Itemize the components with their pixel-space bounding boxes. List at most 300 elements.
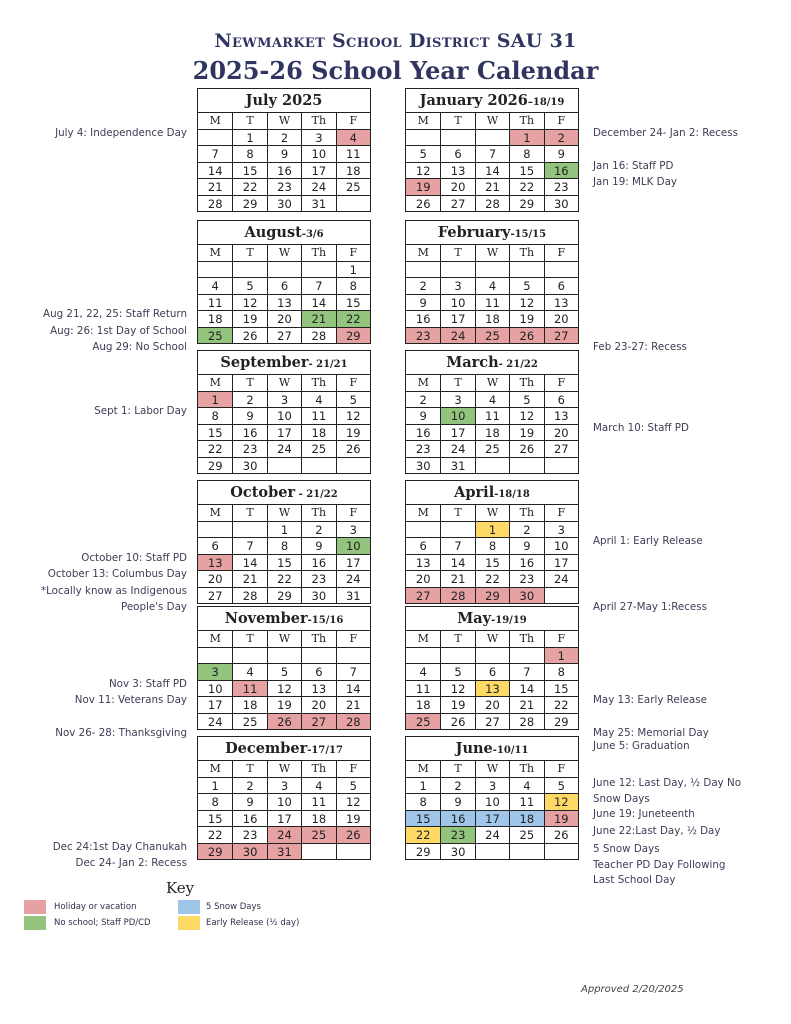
day-cell: 10 <box>267 408 301 424</box>
month-name: January 2026 <box>419 92 528 109</box>
week-row <box>198 663 370 680</box>
day-cell: 15 <box>406 811 440 827</box>
day-cell <box>440 648 474 664</box>
day-cell: 20 <box>475 697 509 713</box>
month-calendar <box>405 736 579 860</box>
week-row <box>406 310 578 327</box>
day-cell: 20 <box>440 179 474 195</box>
week-row <box>406 826 578 843</box>
month-title <box>406 607 578 631</box>
month-name: December <box>225 740 308 757</box>
day-cell: 24 <box>544 571 578 587</box>
week-row <box>198 826 370 843</box>
week-row <box>406 178 578 195</box>
weekday-label: T <box>232 761 266 777</box>
week-row <box>406 777 578 794</box>
note-right: June 5: Graduation <box>593 740 690 752</box>
day-cell: 7 <box>509 664 543 680</box>
day-cell: 29 <box>544 714 578 730</box>
day-cell: 17 <box>301 163 335 179</box>
weekday-header <box>406 375 578 391</box>
day-cell: 2 <box>419 392 427 407</box>
day-cell: 13 <box>415 555 431 570</box>
month-calendar <box>405 606 579 730</box>
day-cell: 28 <box>301 328 335 344</box>
weekday-header <box>406 245 578 261</box>
note-left: People's Day <box>120 601 187 613</box>
day-cell: 26 <box>336 827 370 843</box>
day-cell: 1 <box>211 778 219 793</box>
day-cell: 5 <box>509 392 543 408</box>
day-cell: 22 <box>406 827 440 843</box>
day-cell: 26 <box>267 714 301 730</box>
day-cell <box>475 458 509 474</box>
day-cell: 12 <box>232 295 266 311</box>
day-cell: 4 <box>419 665 427 679</box>
day-cell: 13 <box>544 295 578 311</box>
day-cell: 16 <box>267 163 301 179</box>
month-day-count: - 21/22 <box>498 359 538 370</box>
day-cell: 6 <box>419 539 427 553</box>
day-cell: 17 <box>267 811 301 827</box>
day-cell: 3 <box>475 778 509 794</box>
day-cell: 15 <box>232 163 266 179</box>
day-cell: 24 <box>301 179 335 195</box>
week-row <box>198 810 370 827</box>
day-cell: 16 <box>544 163 578 179</box>
day-cell: 2 <box>232 392 266 408</box>
day-cell <box>406 522 440 538</box>
day-cell: 3 <box>440 278 474 294</box>
day-cell <box>509 844 543 860</box>
weekday-label: W <box>267 631 301 647</box>
note-left: October 13: Columbus Day <box>47 568 187 580</box>
day-cell: 2 <box>419 279 427 293</box>
weekday-label: F <box>544 245 578 261</box>
day-cell: 7 <box>440 538 474 554</box>
weekday-label: M <box>417 376 429 389</box>
day-cell: 5 <box>440 664 474 680</box>
week-row <box>406 162 578 179</box>
day-cell <box>440 130 474 146</box>
day-cell: 1 <box>509 130 543 146</box>
day-cell: 22 <box>207 442 223 456</box>
key-label-holiday: Holiday or vacation <box>54 902 137 912</box>
month-calendar <box>197 736 371 860</box>
week-row <box>198 587 370 604</box>
day-cell: 18 <box>207 312 223 326</box>
note-right: April 27-May 1:Recess <box>593 601 707 613</box>
week-row <box>406 195 578 212</box>
day-cell: 10 <box>440 408 474 424</box>
day-cell: 23 <box>301 571 335 587</box>
day-cell: 26 <box>415 196 431 211</box>
weekday-label: W <box>475 761 509 777</box>
month-name: September <box>220 354 309 371</box>
day-cell: 2 <box>301 522 335 538</box>
weekday-header <box>198 375 370 391</box>
day-cell <box>301 648 335 664</box>
month-title <box>406 89 578 113</box>
week-row <box>198 570 370 587</box>
day-cell: 14 <box>301 295 335 311</box>
week-row <box>198 537 370 554</box>
day-cell: 2 <box>509 522 543 538</box>
weekday-label: W <box>267 761 301 777</box>
week-row <box>198 162 370 179</box>
day-cell: 17 <box>440 425 474 441</box>
note-right: June 22:Last Day, ½ Day <box>593 824 721 837</box>
weekday-label: W <box>475 505 509 521</box>
day-cell: 17 <box>440 311 474 327</box>
day-cell: 10 <box>544 538 578 554</box>
day-cell: 7 <box>336 664 370 680</box>
day-cell: 1 <box>198 392 232 408</box>
day-cell: 12 <box>336 794 370 810</box>
day-cell: 15 <box>207 425 223 440</box>
day-cell: 23 <box>440 827 474 843</box>
day-cell: 10 <box>267 794 301 810</box>
day-cell: 25 <box>509 827 543 843</box>
district-name: Newmarket School District SAU 31 <box>214 30 577 52</box>
day-cell: 15 <box>475 555 509 571</box>
day-cell: 29 <box>509 196 543 212</box>
day-cell: 23 <box>232 827 266 843</box>
day-cell <box>475 648 509 664</box>
week-row <box>406 810 578 827</box>
day-cell: 8 <box>232 146 266 162</box>
day-cell: 17 <box>267 425 301 441</box>
week-row <box>406 327 578 344</box>
weekday-label: M <box>209 762 221 775</box>
day-cell: 16 <box>509 555 543 571</box>
day-cell: 1 <box>419 778 427 793</box>
day-cell: 22 <box>336 311 370 327</box>
day-cell: 21 <box>475 179 509 195</box>
week-row <box>198 391 370 408</box>
weekday-header <box>406 631 578 647</box>
day-cell: 5 <box>419 147 427 161</box>
month-name: May <box>457 610 492 627</box>
day-cell: 27 <box>267 328 301 344</box>
day-cell: 22 <box>544 697 578 713</box>
note-left: Nov 11: Veterans Day <box>74 694 187 706</box>
weekday-label: F <box>336 113 370 129</box>
day-cell: 4 <box>211 279 219 293</box>
day-cell: 11 <box>336 146 370 162</box>
day-cell: 4 <box>232 664 266 680</box>
day-cell: 12 <box>509 295 543 311</box>
week-row <box>406 407 578 424</box>
day-cell: 7 <box>211 147 219 161</box>
day-cell: 5 <box>544 778 578 794</box>
day-cell: 11 <box>509 794 543 810</box>
weekday-header <box>198 113 370 129</box>
note-left: Aug 29: No School <box>92 341 187 353</box>
weekday-label: W <box>475 375 509 391</box>
week-row <box>406 696 578 713</box>
week-row <box>406 521 578 538</box>
month-name: June <box>455 740 493 757</box>
day-cell: 11 <box>475 408 509 424</box>
day-cell: 29 <box>415 844 431 859</box>
day-cell: 12 <box>509 408 543 424</box>
day-cell: 9 <box>440 794 474 810</box>
note-right: Jan 16: Staff PD <box>593 159 674 172</box>
day-cell: 27 <box>440 196 474 212</box>
week-row <box>198 327 370 344</box>
note-left: Sept 1: Labor Day <box>94 405 187 417</box>
note-right: May 25: Memorial Day <box>593 727 709 739</box>
key-swatch-red <box>24 900 46 914</box>
weekday-header <box>406 761 578 777</box>
day-cell: 24 <box>267 441 301 457</box>
day-cell: 4 <box>509 778 543 794</box>
month-title <box>406 481 578 505</box>
day-cell <box>406 262 440 278</box>
day-cell <box>440 262 474 278</box>
day-cell: 24 <box>267 827 301 843</box>
day-cell: 10 <box>207 681 223 696</box>
day-cell: 26 <box>440 714 474 730</box>
note-right: Jan 19: MLK Day <box>593 176 677 188</box>
day-cell: 18 <box>336 163 370 179</box>
day-cell: 1 <box>232 130 266 146</box>
day-cell: 5 <box>336 778 370 794</box>
week-row <box>198 294 370 311</box>
day-cell: 12 <box>440 681 474 697</box>
week-row <box>406 261 578 278</box>
month-title <box>198 221 370 245</box>
weekday-label: T <box>440 761 474 777</box>
weekday-label: T <box>440 113 474 129</box>
day-cell: 21 <box>207 180 223 194</box>
weekday-label: M <box>417 114 429 127</box>
day-cell: 11 <box>415 681 431 696</box>
day-cell: 4 <box>301 392 335 408</box>
day-cell: 2 <box>232 778 266 794</box>
month-day-count: -3/6 <box>301 229 324 240</box>
key-label-no-school: No school; Staff PD/CD <box>54 918 151 928</box>
day-cell: 19 <box>336 425 370 441</box>
key-title: Key <box>166 879 195 897</box>
day-cell <box>440 522 474 538</box>
month-day-count: -15/16 <box>307 615 344 626</box>
day-cell: 28 <box>475 196 509 212</box>
day-cell: 26 <box>509 441 543 457</box>
day-cell <box>509 262 543 278</box>
day-cell: 11 <box>232 681 266 697</box>
weekday-label: Th <box>301 631 335 647</box>
day-cell: 23 <box>509 571 543 587</box>
day-cell: 24 <box>336 571 370 587</box>
day-cell: 15 <box>267 555 301 571</box>
day-cell: 20 <box>267 311 301 327</box>
day-cell: 25 <box>301 827 335 843</box>
month-day-count: -18/18 <box>494 489 530 500</box>
month-day-count: -15/15 <box>510 229 547 240</box>
day-cell: 13 <box>198 555 232 571</box>
week-row <box>198 310 370 327</box>
key-label-early-release: Early Release (½ day) <box>206 918 300 928</box>
day-cell: 12 <box>415 163 431 178</box>
week-row <box>198 145 370 162</box>
day-cell: 13 <box>267 295 301 311</box>
day-cell <box>406 648 440 664</box>
month-name: November <box>224 610 308 627</box>
week-row <box>198 261 370 278</box>
day-cell: 18 <box>301 425 335 441</box>
day-cell: 3 <box>336 522 370 538</box>
day-cell: 30 <box>232 458 266 474</box>
day-cell: 29 <box>336 328 370 344</box>
day-cell: 5 <box>336 392 370 408</box>
day-cell: 11 <box>207 295 223 310</box>
page-title: 2025-26 School Year Calendar <box>192 56 599 85</box>
day-cell: 15 <box>544 681 578 697</box>
week-row <box>406 537 578 554</box>
day-cell: 4 <box>301 778 335 794</box>
day-cell: 1 <box>267 522 301 538</box>
day-cell: 28 <box>440 588 474 604</box>
day-cell: 8 <box>544 664 578 680</box>
day-cell: 30 <box>440 844 474 860</box>
day-cell: 15 <box>207 811 223 826</box>
day-cell: 23 <box>406 328 440 344</box>
day-cell: 30 <box>301 588 335 604</box>
day-cell: 13 <box>440 163 474 179</box>
day-cell <box>475 844 509 860</box>
weekday-label: T <box>440 375 474 391</box>
weekday-label: F <box>336 245 370 261</box>
week-row <box>406 457 578 474</box>
week-row <box>198 554 370 571</box>
weekday-label: Th <box>509 505 543 521</box>
weekday-label: T <box>232 245 266 261</box>
day-cell: 24 <box>475 827 509 843</box>
weekday-label: F <box>336 761 370 777</box>
day-cell: 25 <box>301 441 335 457</box>
month-calendar <box>197 480 371 604</box>
day-cell: 30 <box>415 458 431 473</box>
day-cell: 27 <box>207 588 223 603</box>
day-cell: 25 <box>475 328 509 344</box>
day-cell: 30 <box>267 196 301 212</box>
day-cell: 30 <box>232 844 266 860</box>
day-cell: 26 <box>509 328 543 344</box>
day-cell: 23 <box>544 179 578 195</box>
day-cell: 6 <box>301 664 335 680</box>
day-cell: 10 <box>336 538 370 554</box>
weekday-label: W <box>267 245 301 261</box>
day-cell: 13 <box>301 681 335 697</box>
month-calendar <box>405 480 579 604</box>
day-cell <box>336 196 370 212</box>
week-row <box>406 793 578 810</box>
week-row <box>198 178 370 195</box>
week-row <box>406 843 578 860</box>
week-row <box>406 294 578 311</box>
week-row <box>406 424 578 441</box>
day-cell: 9 <box>232 794 266 810</box>
day-cell <box>544 458 578 474</box>
weekday-label: W <box>475 631 509 647</box>
weekday-label: M <box>417 762 429 775</box>
day-cell: 21 <box>509 697 543 713</box>
day-cell: 17 <box>336 555 370 571</box>
day-cell: 12 <box>544 794 578 810</box>
day-cell: 20 <box>207 572 223 586</box>
day-cell: 7 <box>301 278 335 294</box>
day-cell: 18 <box>475 425 509 441</box>
month-title <box>406 221 578 245</box>
day-cell: 24 <box>207 714 223 729</box>
day-cell <box>267 458 301 474</box>
day-cell: 21 <box>440 571 474 587</box>
month-title <box>198 607 370 631</box>
month-calendar <box>197 88 371 212</box>
week-row <box>406 680 578 697</box>
day-cell: 21 <box>336 697 370 713</box>
day-cell: 19 <box>440 697 474 713</box>
day-cell <box>198 522 232 538</box>
day-cell: 8 <box>336 278 370 294</box>
day-cell: 6 <box>544 278 578 294</box>
day-cell <box>336 844 370 860</box>
day-cell: 29 <box>232 196 266 212</box>
day-cell: 9 <box>509 538 543 554</box>
day-cell <box>475 130 509 146</box>
week-row <box>406 713 578 730</box>
note-right: March 10: Staff PD <box>593 421 689 434</box>
weekday-label: Th <box>509 245 543 261</box>
day-cell: 9 <box>544 146 578 162</box>
note-left: Nov 26- 28: Thanksgiving <box>55 727 187 739</box>
note-right: June 12: Last Day, ½ Day No <box>593 776 742 789</box>
weekday-label: T <box>232 375 266 391</box>
day-cell: 2 <box>544 130 578 146</box>
week-row <box>406 570 578 587</box>
approval-note: Approved 2/20/2025 <box>581 984 684 995</box>
day-cell: 11 <box>301 794 335 810</box>
week-row <box>198 843 370 860</box>
week-row <box>198 407 370 424</box>
day-cell: 22 <box>509 179 543 195</box>
weekday-label: F <box>336 631 370 647</box>
month-day-count: -10/11 <box>492 745 529 756</box>
day-cell: 9 <box>232 408 266 424</box>
day-cell: 3 <box>267 778 301 794</box>
day-cell: 12 <box>267 681 301 697</box>
day-cell: 7 <box>475 146 509 162</box>
day-cell: 27 <box>406 588 440 604</box>
day-cell: 30 <box>509 588 543 604</box>
week-row <box>406 663 578 680</box>
day-cell: 20 <box>544 311 578 327</box>
day-cell <box>232 648 266 664</box>
day-cell: 22 <box>207 828 223 842</box>
day-cell: 29 <box>207 458 223 473</box>
weekday-label: Th <box>301 505 335 521</box>
day-cell: 1 <box>544 648 578 664</box>
week-row <box>198 713 370 730</box>
day-cell <box>267 648 301 664</box>
week-row <box>198 696 370 713</box>
day-cell: 19 <box>544 811 578 827</box>
day-cell: 17 <box>544 555 578 571</box>
day-cell: 31 <box>440 458 474 474</box>
month-calendar <box>197 606 371 730</box>
